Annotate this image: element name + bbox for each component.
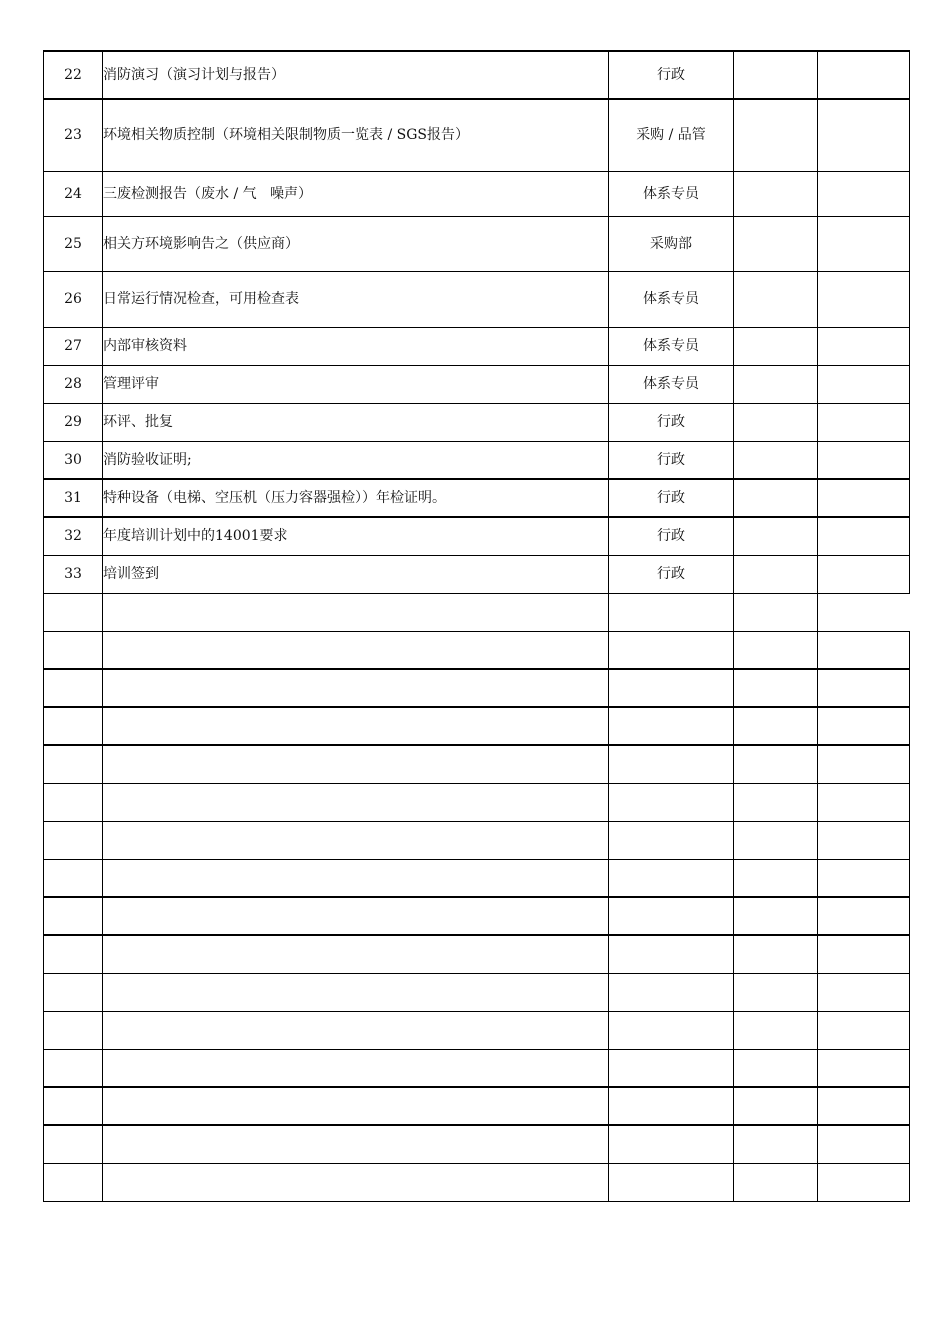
row-number [44, 897, 103, 935]
row-number [44, 1087, 103, 1125]
row-blank-cell[interactable] [734, 517, 818, 555]
row-blank-cell[interactable] [818, 897, 910, 935]
row-blank-cell[interactable] [818, 441, 910, 479]
row-department[interactable] [609, 973, 734, 1011]
row-number [44, 745, 103, 783]
row-blank-cell[interactable] [818, 1087, 910, 1125]
row-item[interactable] [103, 745, 609, 783]
row-number: 33 [44, 555, 103, 593]
row-department: 行政 [609, 403, 734, 441]
row-blank-cell[interactable] [818, 1011, 910, 1049]
row-number: 24 [44, 171, 103, 216]
row-blank-cell[interactable] [734, 821, 818, 859]
row-blank-cell[interactable] [818, 517, 910, 555]
row-blank-cell[interactable] [818, 271, 910, 327]
row-blank-cell[interactable] [818, 631, 910, 669]
row-department[interactable] [609, 1011, 734, 1049]
table-row [44, 99, 910, 171]
row-item: 特种设备（电梯、空压机（压力容器强检））年检证明。 [103, 479, 609, 517]
row-blank-cell[interactable] [734, 271, 818, 327]
row-number [44, 669, 103, 707]
table-row [44, 517, 910, 555]
row-blank-cell[interactable] [734, 1011, 818, 1049]
table-row [44, 973, 910, 1011]
row-department[interactable] [609, 1163, 734, 1201]
table-row [44, 1125, 910, 1163]
table-row [44, 365, 910, 403]
row-item[interactable] [103, 859, 609, 897]
row-item: 年度培训计划中的14001要求 [103, 517, 609, 555]
table-row [44, 707, 910, 745]
row-number: 22 [44, 51, 103, 99]
row-number: 26 [44, 271, 103, 327]
row-item[interactable] [103, 821, 609, 859]
row-blank-cell[interactable] [734, 935, 818, 973]
row-blank-cell[interactable] [818, 479, 910, 517]
row-department: 行政 [609, 479, 734, 517]
row-blank-cell[interactable] [734, 171, 818, 216]
row-blank-cell[interactable] [818, 555, 910, 593]
table-row [44, 783, 910, 821]
row-number [44, 1125, 103, 1163]
row-blank-cell[interactable] [818, 783, 910, 821]
row-blank-cell[interactable] [818, 99, 910, 171]
row-item[interactable] [103, 1049, 609, 1087]
table-row [44, 821, 910, 859]
row-blank-cell[interactable] [734, 1049, 818, 1087]
row-department: 行政 [609, 51, 734, 99]
row-blank-cell[interactable] [734, 327, 818, 365]
row-item[interactable] [103, 707, 609, 745]
row-number [44, 821, 103, 859]
table-row [44, 327, 910, 365]
row-department[interactable] [609, 783, 734, 821]
row-item[interactable] [103, 631, 609, 669]
row-blank-cell[interactable] [818, 171, 910, 216]
row-blank-cell[interactable] [734, 1125, 818, 1163]
row-item[interactable] [103, 1125, 609, 1163]
row-blank-cell[interactable] [818, 859, 910, 897]
row-blank-cell[interactable] [818, 973, 910, 1011]
row-blank-cell[interactable] [818, 1125, 910, 1163]
table-row [44, 631, 910, 669]
table-row [44, 403, 910, 441]
table-row [44, 271, 910, 327]
row-department: 行政 [609, 517, 734, 555]
table-row [44, 216, 910, 271]
row-number [44, 973, 103, 1011]
table-row [44, 593, 910, 631]
row-blank-cell[interactable] [734, 783, 818, 821]
row-department: 体系专员 [609, 327, 734, 365]
row-item[interactable] [103, 593, 609, 631]
row-blank-cell[interactable] [734, 479, 818, 517]
row-department[interactable] [609, 707, 734, 745]
row-blank-cell[interactable] [818, 216, 910, 271]
row-department: 采购部 [609, 216, 734, 271]
row-blank-cell[interactable] [818, 593, 910, 631]
table-row [44, 1087, 910, 1125]
row-department[interactable] [609, 1087, 734, 1125]
table-row [44, 1011, 910, 1049]
row-blank-cell[interactable] [818, 1163, 910, 1201]
row-blank-cell[interactable] [734, 897, 818, 935]
row-blank-cell[interactable] [734, 593, 818, 631]
row-number: 27 [44, 327, 103, 365]
table-row [44, 745, 910, 783]
table-row [44, 441, 910, 479]
row-department[interactable] [609, 897, 734, 935]
row-blank-cell[interactable] [734, 745, 818, 783]
table-row [44, 1163, 910, 1201]
row-department[interactable] [609, 1125, 734, 1163]
row-department: 体系专员 [609, 171, 734, 216]
row-item[interactable] [103, 1163, 609, 1201]
row-item[interactable] [103, 935, 609, 973]
row-item[interactable] [103, 897, 609, 935]
row-item: 环境相关物质控制（环境相关限制物质一览表 / SGS报告） [103, 99, 609, 171]
row-number [44, 1163, 103, 1201]
row-number: 23 [44, 99, 103, 171]
row-blank-cell[interactable] [818, 1049, 910, 1087]
table-row [44, 171, 910, 216]
row-blank-cell[interactable] [734, 631, 818, 669]
row-blank-cell[interactable] [734, 99, 818, 171]
row-number [44, 593, 103, 631]
row-department: 采购 / 品管 [609, 99, 734, 171]
row-blank-cell[interactable] [734, 365, 818, 403]
row-blank-cell[interactable] [818, 745, 910, 783]
row-department[interactable] [609, 745, 734, 783]
row-number [44, 1049, 103, 1087]
row-blank-cell[interactable] [734, 441, 818, 479]
row-blank-cell[interactable] [734, 669, 818, 707]
row-department: 体系专员 [609, 271, 734, 327]
row-number: 32 [44, 517, 103, 555]
row-department[interactable] [609, 669, 734, 707]
row-blank-cell[interactable] [734, 51, 818, 99]
row-department: 体系专员 [609, 365, 734, 403]
row-item: 消防验收证明; [103, 441, 609, 479]
row-department[interactable] [609, 631, 734, 669]
checklist-table [43, 50, 910, 1202]
row-number: 25 [44, 216, 103, 271]
row-item: 内部审核资料 [103, 327, 609, 365]
row-blank-cell[interactable] [818, 821, 910, 859]
row-item[interactable] [103, 783, 609, 821]
row-number [44, 707, 103, 745]
row-number: 31 [44, 479, 103, 517]
row-item: 日常运行情况检查，可用检查表 [103, 271, 609, 327]
row-blank-cell[interactable] [734, 1163, 818, 1201]
row-blank-cell[interactable] [734, 1087, 818, 1125]
row-department[interactable] [609, 859, 734, 897]
row-blank-cell[interactable] [818, 707, 910, 745]
table-row [44, 479, 910, 517]
row-blank-cell[interactable] [734, 973, 818, 1011]
row-item[interactable] [103, 669, 609, 707]
row-blank-cell[interactable] [818, 365, 910, 403]
row-item[interactable] [103, 1087, 609, 1125]
table-row [44, 1049, 910, 1087]
row-item: 管理评审 [103, 365, 609, 403]
row-item[interactable] [103, 1011, 609, 1049]
row-item: 三废检测报告（废水 / 气 噪声） [103, 171, 609, 216]
table-row [44, 859, 910, 897]
row-number: 30 [44, 441, 103, 479]
row-department: 行政 [609, 555, 734, 593]
row-blank-cell[interactable] [818, 51, 910, 99]
table-row [44, 669, 910, 707]
row-item[interactable] [103, 973, 609, 1011]
row-department[interactable] [609, 821, 734, 859]
table-row [44, 51, 910, 99]
row-number [44, 631, 103, 669]
row-department[interactable] [609, 593, 734, 631]
table-row [44, 935, 910, 973]
row-department: 行政 [609, 441, 734, 479]
row-department[interactable] [609, 1049, 734, 1087]
row-blank-cell[interactable] [734, 216, 818, 271]
row-blank-cell[interactable] [818, 403, 910, 441]
row-blank-cell[interactable] [734, 403, 818, 441]
row-number [44, 1011, 103, 1049]
row-item: 消防演习（演习计划与报告） [103, 51, 609, 99]
row-number [44, 783, 103, 821]
row-item: 培训签到 [103, 555, 609, 593]
row-blank-cell[interactable] [734, 859, 818, 897]
row-department[interactable] [609, 935, 734, 973]
row-blank-cell[interactable] [734, 555, 818, 593]
row-number: 29 [44, 403, 103, 441]
table-row [44, 555, 910, 593]
row-item: 相关方环境影响告之（供应商） [103, 216, 609, 271]
row-number: 28 [44, 365, 103, 403]
row-blank-cell[interactable] [818, 327, 910, 365]
table-row [44, 897, 910, 935]
row-blank-cell[interactable] [818, 935, 910, 973]
row-number [44, 859, 103, 897]
row-blank-cell[interactable] [818, 669, 910, 707]
row-item: 环评、批复 [103, 403, 609, 441]
row-blank-cell[interactable] [734, 707, 818, 745]
row-number [44, 935, 103, 973]
